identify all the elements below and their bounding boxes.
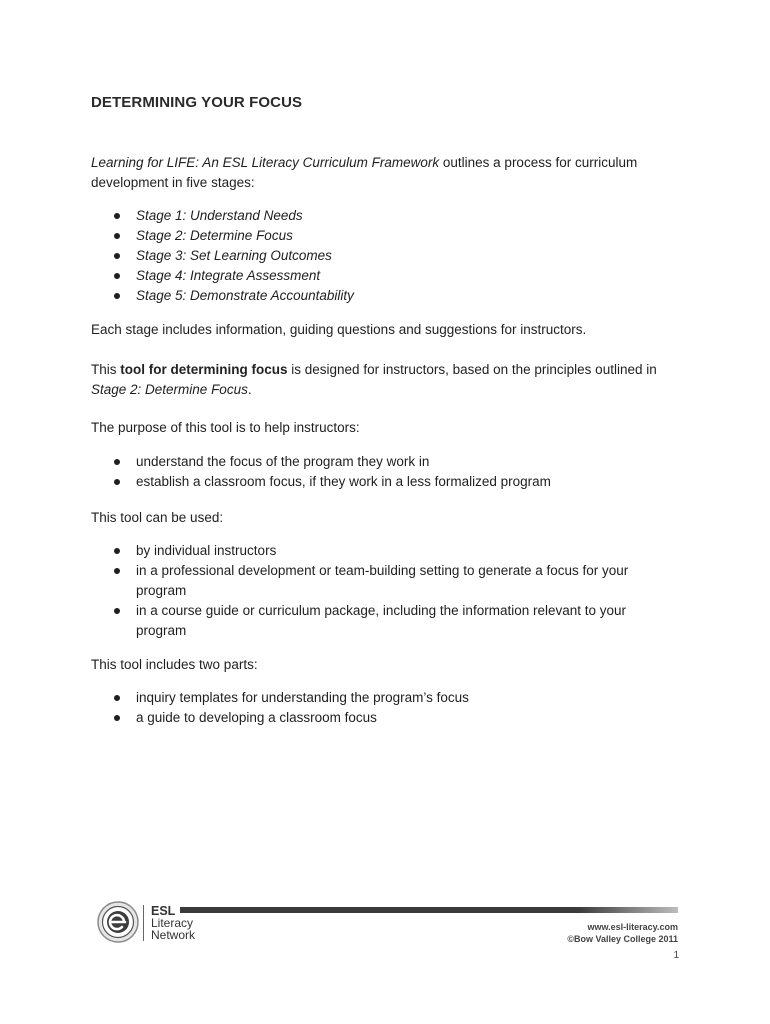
parts-list: [110, 688, 670, 728]
list-item: Stage 5: Demonstrate Accountability: [110, 286, 670, 306]
list-item: Stage 4: Integrate Assessment: [110, 266, 670, 286]
intro-paragraph: [91, 153, 691, 193]
list-item: Stage 2: Determine Focus: [110, 226, 670, 246]
list-item: a guide to developing a classroom focus: [110, 708, 670, 728]
tool-paragraph: This tool for determining focus is designed for instructors, based on the principles outlined in Stage 2: Determine Focus.: [91, 362, 657, 397]
bullet-icon: [114, 213, 120, 219]
purpose-list: [110, 452, 670, 492]
purpose-intro: The purpose of this tool is to help instructors:: [91, 420, 360, 435]
page-number: 1: [673, 950, 679, 961]
list-item: Stage 1: Understand Needs: [110, 206, 670, 226]
bullet-icon: [114, 715, 120, 721]
framework-title: Learning for LIFE: An ESL Literacy Curriculum Framework: [91, 155, 440, 170]
esl-network-logo-icon: [97, 901, 139, 943]
bullet-icon: [114, 233, 120, 239]
bullet-icon: [114, 293, 120, 299]
list-item: in a course guide or curriculum package, including the information relevant to your program: [110, 601, 655, 641]
bullet-icon: [114, 273, 120, 279]
bullet-icon: [114, 548, 120, 554]
list-item: by individual instructors: [110, 541, 655, 561]
bullet-icon: [114, 479, 120, 485]
stage-reference: Stage 2: Determine Focus: [91, 382, 248, 397]
copyright: ©Bow Valley College 2011: [567, 934, 678, 944]
bullet-icon: [114, 459, 120, 465]
list-item: establish a classroom focus, if they work in a less formalized program: [110, 472, 670, 492]
website-link[interactable]: www.esl-literacy.com: [587, 922, 678, 932]
bullet-icon: [114, 608, 120, 614]
bullet-icon: [114, 695, 120, 701]
page-title: DETERMINING YOUR FOCUS: [91, 94, 303, 111]
tool-name: tool for determining focus: [120, 362, 288, 377]
bullet-icon: [114, 568, 120, 574]
brand-name: ESL Literacy Network: [151, 904, 196, 942]
each-stage-paragraph: Each stage includes information, guiding questions and suggestions for instructors.: [91, 322, 587, 337]
stages-list: [110, 206, 670, 306]
usage-list: [110, 541, 655, 641]
list-item: understand the focus of the program they work in: [110, 452, 670, 472]
bullet-icon: [114, 253, 120, 259]
list-item: in a professional development or team-building setting to generate a focus for your program: [110, 561, 655, 601]
parts-intro: This tool includes two parts:: [91, 657, 258, 672]
intro-text: outlines a process for curriculum development in five stages:: [91, 155, 638, 190]
footer-bar-fade: [578, 907, 678, 913]
usage-intro: This tool can be used:: [91, 510, 224, 525]
footer-divider: [143, 905, 144, 941]
list-item: Stage 3: Set Learning Outcomes: [110, 246, 670, 266]
list-item: inquiry templates for understanding the program’s focus: [110, 688, 670, 708]
